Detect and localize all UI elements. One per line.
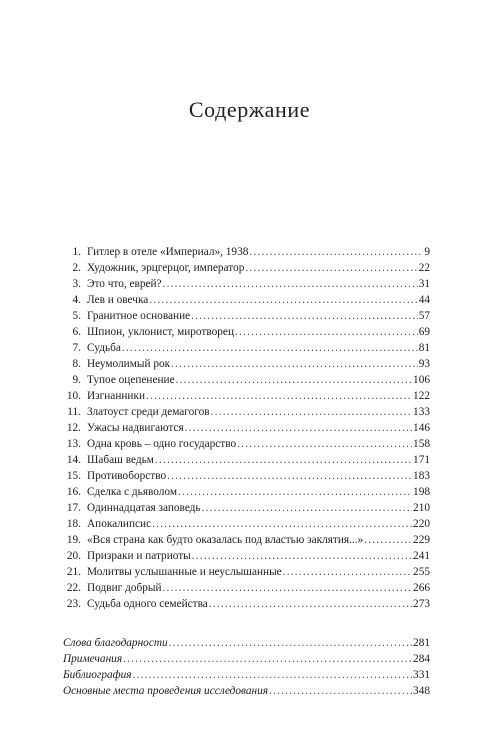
- toc-entry: [63, 388, 430, 404]
- page-number: 171: [413, 454, 430, 466]
- page-number: 241: [413, 550, 430, 562]
- toc-entry: [63, 276, 430, 292]
- toc-entry: [63, 324, 430, 340]
- dot-leader: [163, 276, 418, 292]
- toc-entry: [63, 436, 430, 452]
- dot-leader: [211, 404, 412, 420]
- back-matter-list: [63, 635, 430, 699]
- chapter-title: «Вся страна как будто оказалась под властью заклятия...»: [87, 534, 364, 546]
- page-number: 31: [418, 278, 430, 290]
- chapter-number: 3.: [72, 278, 81, 290]
- dot-leader: [146, 388, 412, 404]
- dot-leader: [171, 356, 418, 372]
- chapter-title: Изгнанники: [87, 390, 145, 402]
- page-number: 81: [418, 342, 430, 354]
- chapter-title: Гитлер в отеле «Империал», 1938: [87, 246, 249, 258]
- dot-leader: [237, 436, 412, 452]
- chapter-title: Сделка с дьяволом: [87, 486, 177, 498]
- page-number: 229: [413, 534, 430, 546]
- dot-leader: [235, 324, 418, 340]
- page-number: 198: [413, 486, 430, 498]
- chapter-title: Ужасы надвигаются: [87, 422, 184, 434]
- dot-leader: [191, 308, 418, 324]
- chapter-number: 12.: [66, 422, 81, 434]
- chapter-number: 17.: [66, 502, 81, 514]
- chapter-title: Неумолимый рок: [87, 358, 171, 370]
- chapter-number: 19.: [66, 534, 81, 546]
- dot-leader: [209, 596, 412, 612]
- page-number: 255: [413, 566, 430, 578]
- page-number: 44: [418, 294, 430, 306]
- dot-leader: [155, 452, 412, 468]
- chapter-title: Судьба одного семейства: [87, 598, 208, 610]
- chapter-number: 22.: [66, 582, 81, 594]
- page-number: 273: [413, 598, 430, 610]
- chapter-number: 10.: [66, 390, 81, 402]
- page-number: 348: [413, 685, 430, 697]
- section-title: Слова благодарности: [63, 637, 168, 649]
- chapter-number: 1.: [72, 246, 81, 258]
- chapter-title: Призраки и патриоты: [87, 550, 191, 562]
- page-title: Содержание: [188, 97, 311, 122]
- toc-entry: [63, 532, 430, 548]
- chapter-number: 2.: [72, 262, 81, 274]
- dot-leader: [149, 292, 417, 308]
- back-matter-entry: [63, 651, 430, 667]
- page-number: 158: [413, 438, 430, 450]
- section-title: Основные места проведения исследования: [63, 685, 269, 697]
- dot-leader: [169, 635, 412, 651]
- section-title: Библиография: [63, 669, 132, 681]
- toc-entry: [63, 260, 430, 276]
- chapter-number: 7.: [72, 342, 81, 354]
- chapter-title: Подвиг добрый: [87, 582, 162, 594]
- dot-leader: [249, 244, 423, 260]
- back-matter-entry: [63, 635, 430, 651]
- dot-leader: [167, 468, 412, 484]
- page-number: 281: [413, 637, 430, 649]
- table-of-contents: [63, 244, 430, 612]
- dot-leader: [122, 340, 418, 356]
- chapter-title: Гранитное основание: [87, 310, 191, 322]
- page-number: 22: [418, 262, 430, 274]
- page-number: 69: [418, 326, 430, 338]
- dot-leader: [202, 500, 412, 516]
- page-number: 220: [413, 518, 430, 530]
- chapter-title: Шпион, уклонист, миротворец: [87, 326, 234, 338]
- chapter-number: 23.: [66, 598, 81, 610]
- dot-leader: [364, 532, 412, 548]
- dot-leader: [152, 516, 412, 532]
- page-number: 133: [413, 406, 430, 418]
- page-number: 57: [418, 310, 430, 322]
- toc-entry: [63, 308, 430, 324]
- section-title: Примечания: [63, 653, 123, 665]
- dot-leader: [245, 260, 417, 276]
- page-number: 331: [413, 669, 430, 681]
- chapter-title: Шабаш ведьм: [87, 454, 154, 466]
- toc-entry: [63, 564, 430, 580]
- toc-entry: [63, 452, 430, 468]
- chapter-title: Молитвы услышанные и неуслышанные: [87, 566, 282, 578]
- toc-entry: [63, 500, 430, 516]
- toc-entry: [63, 244, 430, 260]
- chapter-number: 9.: [72, 374, 81, 386]
- chapter-number: 5.: [72, 310, 81, 322]
- chapter-title: Тупое оцепенение: [87, 374, 175, 386]
- toc-entry: [63, 596, 430, 612]
- chapter-number: 8.: [72, 358, 81, 370]
- chapter-title: Апокалипсис: [87, 518, 152, 530]
- page-number: 146: [413, 422, 430, 434]
- chapter-number: 16.: [66, 486, 81, 498]
- toc-entry: [63, 292, 430, 308]
- chapter-title: Это что, еврей?: [87, 278, 162, 290]
- chapter-title: Одна кровь – одно государство: [87, 438, 237, 450]
- back-matter-entry: [63, 667, 430, 683]
- chapter-title: Одиннадцатая заповедь: [87, 502, 201, 514]
- page-number: 93: [418, 358, 430, 370]
- page-number: 210: [413, 502, 430, 514]
- chapter-title: Судьба: [87, 342, 121, 354]
- chapter-number: 15.: [66, 470, 81, 482]
- page-number: 106: [413, 374, 430, 386]
- toc-entry: [63, 404, 430, 420]
- chapter-number: 13.: [66, 438, 81, 450]
- chapter-number: 6.: [72, 326, 81, 338]
- dot-leader: [163, 580, 413, 596]
- dot-leader: [185, 420, 412, 436]
- chapter-title: Противоборство: [87, 470, 167, 482]
- page-number: 284: [413, 653, 430, 665]
- chapter-number: 11.: [67, 406, 81, 418]
- chapter-title: Лев и овечка: [87, 294, 149, 306]
- page-number: 122: [413, 390, 430, 402]
- chapter-number: 18.: [66, 518, 81, 530]
- chapter-number: 20.: [66, 550, 81, 562]
- chapter-number: 14.: [66, 454, 81, 466]
- chapter-number: 21.: [66, 566, 81, 578]
- dot-leader: [192, 548, 412, 564]
- toc-entry: [63, 548, 430, 564]
- toc-entry: [63, 420, 430, 436]
- toc-entry: [63, 372, 430, 388]
- chapter-number: 4.: [72, 294, 81, 306]
- page-number: 266: [413, 582, 430, 594]
- toc-entry: [63, 516, 430, 532]
- toc-entry: [63, 484, 430, 500]
- toc-entry: [63, 356, 430, 372]
- dot-leader: [176, 372, 412, 388]
- toc-entry: [63, 340, 430, 356]
- dot-leader: [283, 564, 412, 580]
- dot-leader: [133, 667, 412, 683]
- toc-entry: [63, 468, 430, 484]
- page-number: 183: [413, 470, 430, 482]
- back-matter-entry: [63, 683, 430, 699]
- page-number: 9: [424, 246, 430, 258]
- dot-leader: [178, 484, 412, 500]
- dot-leader: [269, 683, 412, 699]
- chapter-title: Художник, эрцгерцог, император: [87, 262, 245, 274]
- chapter-title: Златоуст среди демагогов: [87, 406, 210, 418]
- dot-leader: [123, 651, 412, 667]
- toc-entry: [63, 580, 430, 596]
